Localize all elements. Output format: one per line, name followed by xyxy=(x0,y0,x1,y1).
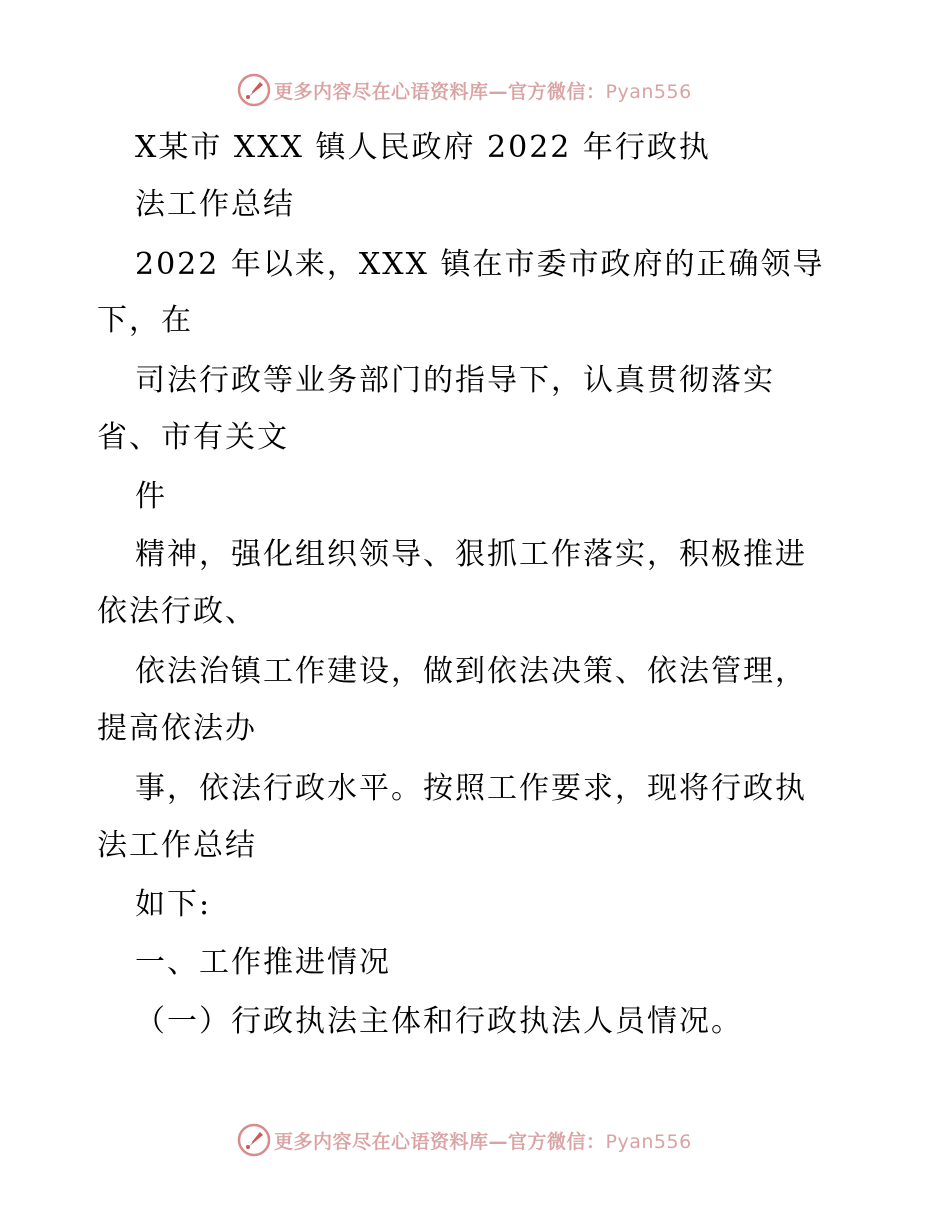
doc-text-line: 事，依法行政水平。按照工作要求，现将行政执 xyxy=(135,771,807,806)
doc-title-line-2: 法工作总结 xyxy=(135,187,295,222)
feather-pen-circle-icon xyxy=(236,72,272,108)
doc-text-line: 2022 年以来，XXX 镇在市委市政府的正确领导 xyxy=(135,247,825,282)
doc-text-line: 下，在 xyxy=(97,303,193,338)
doc-text-line: 法工作总结 xyxy=(97,828,257,863)
section-heading: 一、工作推进情况 xyxy=(135,945,391,980)
watermark-banner-top xyxy=(236,72,692,108)
doc-text-line: 司法行政等业务部门的指导下，认真贯彻落实 xyxy=(135,363,775,398)
doc-title-line-1: X某市 XXX 镇人民政府 2022 年行政执 xyxy=(135,130,711,165)
watermark-text: 更多内容尽在心语资料库—官方微信：Pyan556 xyxy=(274,80,692,103)
watermark-banner-bottom xyxy=(236,1122,692,1158)
feather-pen-circle-icon xyxy=(236,1122,272,1158)
doc-text-line: 提高依法办 xyxy=(97,711,257,746)
doc-text-line: 省、市有关文 xyxy=(97,420,289,455)
doc-text-line: 精神，强化组织领导、狠抓工作落实，积极推进 xyxy=(135,537,807,572)
doc-text-line: 件 xyxy=(135,479,167,514)
doc-text-line: 依法行政、 xyxy=(97,594,257,629)
doc-text-line: 如下: xyxy=(135,887,212,922)
subsection-heading: （一）行政执法主体和行政执法人员情况。 xyxy=(135,1004,743,1039)
watermark-text: 更多内容尽在心语资料库—官方微信：Pyan556 xyxy=(274,1130,692,1153)
doc-text-line: 依法治镇工作建设，做到依法决策、依法管理， xyxy=(135,654,807,689)
